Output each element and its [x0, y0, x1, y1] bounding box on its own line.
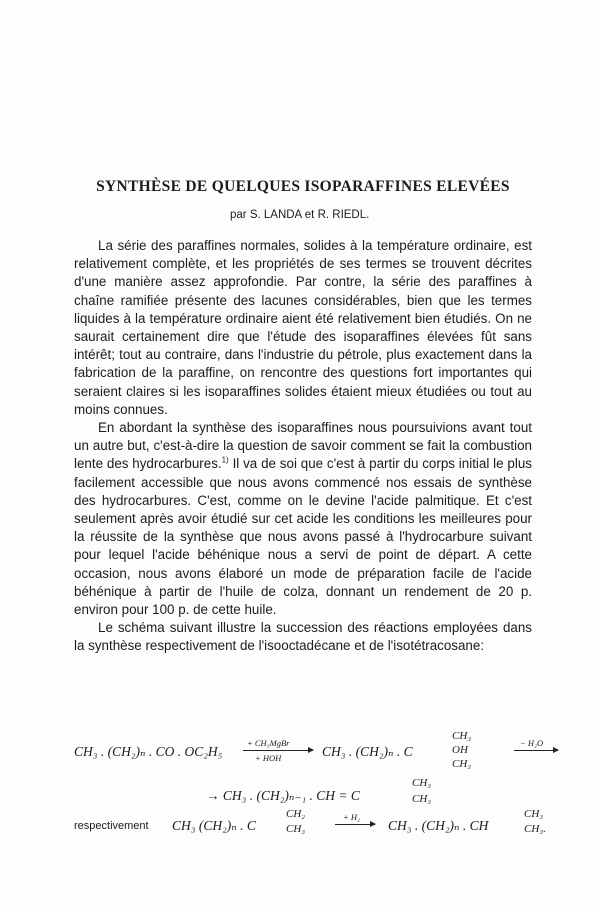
olefin-formula: → CH₃ . (CH₂)ₙ₋₁ . CH = C: [206, 788, 360, 803]
olefin-branch-top: CH₃: [412, 777, 432, 789]
footnote-marker: 1): [221, 455, 229, 465]
reaction-arrow-1: [243, 750, 313, 751]
paragraph-1: La série des paraffines normales, solides à la température ordinaire, est relativement complète, et les propriétés de ses termes se trouvent décrites d'une manière assez approfondie. Par contre, la série des paraffines à chaîne ramifiée présente des lacunes considérables, bien que les termes liquides à la température ordinaire aient été relativement bien étudiés. On ne saurait certainement dire que l'étude des isoparaffines élevées fût sans intérêt; tout au contraire, dans l'industrie du pétrole, plus exactement dans la fabrication de la paraffine, on rencontre des questions fort importantes qui seraient claires si les isoparaffines solides étaient mieux étudiées ou tout au moins connues.: [74, 238, 532, 417]
article-title: SYNTHÈSE DE QUELQUES ISOPARAFFINES ELEVÉES: [96, 178, 510, 195]
hydrolysis-label: + HOH: [255, 753, 282, 763]
alkene-branch-top: CH₂: [286, 808, 306, 820]
isoparaffin-branch-bottom: CH₃.: [524, 823, 546, 835]
reaction-arrow-3: [335, 824, 375, 825]
carbinol-branch-top: CH₃: [452, 730, 472, 742]
paragraph-2-part-1: En abordant la synthèse des isoparaffines nous poursuivions avant tout un autre but, c'est-à-dire la question de savoir comment se fait la combustion lente des hydrocarbures.: [74, 420, 532, 472]
isoparaffin-branch-top: CH₃: [524, 808, 544, 820]
paragraph-2-part-2: Il va de soi que c'est à partir du corps initial le plus facilement accessible que nous avons commencé nos essais de synthèse des hydrocarbures.: [74, 456, 532, 508]
ester-formula: CH₃ . (CH₂)ₙ . CO . OC₂H₅: [74, 744, 223, 759]
olefin-branch-bottom: CH₃: [412, 793, 432, 805]
alkene-branch-bottom: CH₃: [286, 823, 306, 835]
hydrogenation-label: + H₂: [343, 812, 360, 822]
carbinol-branch-bottom: CH₃: [452, 758, 472, 770]
carbinol-branch-mid: OH: [452, 744, 468, 756]
alkene-formula: CH₃ (CH₂)ₙ . C: [172, 818, 256, 833]
dehydration-label: − H₂O: [520, 738, 544, 748]
carbinol-formula: CH₃ . (CH₂)ₙ . C: [322, 744, 413, 759]
paragraph-2-part-3: C'est, comme on le devine l'acide palmitique. Et c'est seulement après avoir étudié sur cet acide les conditions les meilleures pour la réussite de la synthèse que nous avons passé à l'hydrocarbure suivant pour lequel l'acide béhénique nous a servi de point de départ. A cette occasion, nous avons élaboré un mode de préparation facile de l'acide béhénique à partir de l'huile de colza, donnant un rendement de 20 p. environ pour 100 p. de cette huile.: [74, 492, 532, 618]
isoparaffin-formula: CH₃ . (CH₂)ₙ . CH: [388, 818, 489, 833]
article-body: [74, 237, 532, 656]
article: [74, 178, 532, 656]
paragraph-2: [74, 419, 532, 619]
grignard-reagent-label: + CH₃MgBr: [247, 738, 290, 748]
article-authors: par S. LANDA et R. RIEDL.: [230, 209, 370, 221]
respectivement-label: respectivement: [74, 820, 149, 832]
paragraph-3: Le schéma suivant illustre la succession des réactions employées dans la synthèse respectivement de l'isooctadécane et de l'isotétracosane:: [74, 620, 532, 654]
reaction-arrow-2: [514, 750, 558, 751]
